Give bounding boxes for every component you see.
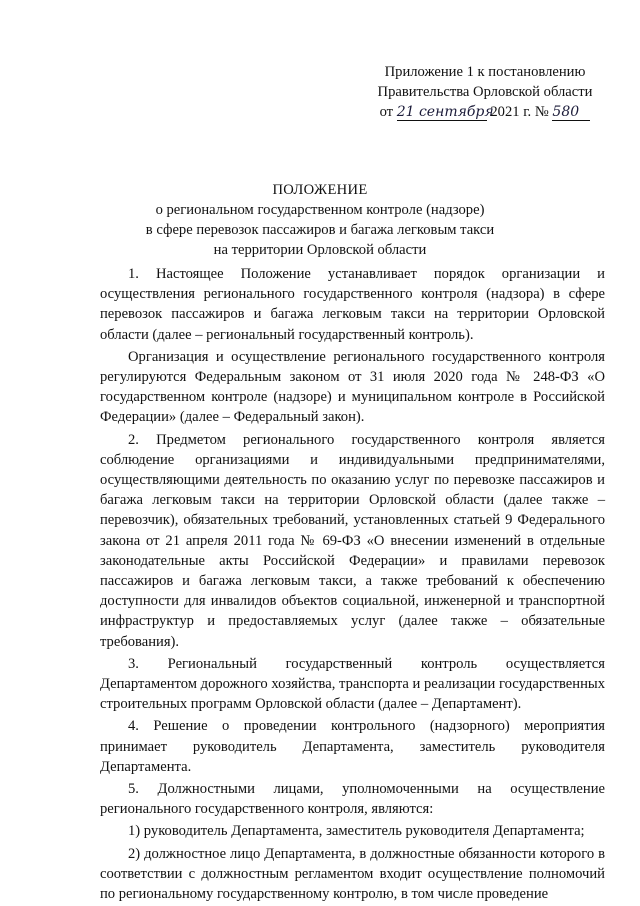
year-suffix: 2021 г. № xyxy=(490,104,549,120)
paragraph-5-item-2: 2) должностное лицо Департамента, в должностные обязанности которого в соответствии с должностным регламентом входит осуществление полномочий по региональному государственному контролю, в том числе проведение xyxy=(100,845,605,903)
paragraph-4: 4. Решение о проведении контрольного (надзорного) мероприятия принимает руководитель Департамента, заместитель руководителя Департамента. xyxy=(100,718,605,775)
handwritten-number: 580 xyxy=(552,104,590,121)
title-line-2: в сфере перевозок пассажиров и багажа легковым такси xyxy=(145,222,495,238)
title-line-1: о региональном государственном контроле (надзоре) xyxy=(155,202,485,218)
paragraph-2: 2. Предметом регионального государственного контроля является соблюдение организациями и индивидуальными предпринимателями, осуществляющими деятельность по оказанию услуг по перевозке пассажиров и багажа легковым такси на территории Орловской области (далее также – перевозчик), обязательных требований, установленных статьей 9 Федерального закона от 21 апреля 2011 года № 69-ФЗ «О внесении изменений в отдельные законодательные акты Российской Федерации» и правилами перевозок пассажиров и багажа легковым такси, а также требований к обеспечению доступности для инвалидов объектов социальной, инженерной и транспортной инфраструктур и предоставляемых услуг (далее также – обязательные требования). xyxy=(100,431,605,650)
title-line-3: на территории Орловской области xyxy=(213,242,427,258)
appendix-line-1: Приложение 1 к постановлению xyxy=(384,64,586,80)
handwritten-date: 21 сентября xyxy=(396,104,494,120)
paragraph-3: 3. Региональный государственный контроль осуществляется Департаментом дорожного хозяйства, транспорта и реализации государственных строительных программ Орловской области (далее – Департамент). xyxy=(100,655,605,713)
paragraph-1: 1. Настоящее Положение устанавливает порядок организации и осуществления регионального государственного контроля (надзора) в сфере перевозок пассажиров и багажа легковым такси на территории Орловской области (далее – региональный государственный контроль). xyxy=(100,266,605,343)
document-title xyxy=(130,180,510,260)
paragraph-5: 5. Должностными лицами, уполномоченными на осуществление регионального государственного контроля, являются: xyxy=(100,781,605,818)
appendix-header xyxy=(365,62,605,122)
from-prefix: от xyxy=(379,104,394,120)
appendix-line-2: Правительства Орловской области xyxy=(377,84,593,100)
title-main: ПОЛОЖЕНИЕ xyxy=(272,182,368,198)
document-body xyxy=(100,264,605,906)
paragraph-1-continued: Организация и осуществление регионального государственного контроля регулируются Федеральным законом от 31 июля 2020 года № 248-ФЗ «О государственном контроле (надзоре) и муниципальном контроле в Российской Федерации» (далее – Федеральный закон). xyxy=(100,348,605,426)
paragraph-5-item-1: 1) руководитель Департамента, заместитель руководителя Департамента; xyxy=(128,823,585,840)
appendix-line-3 xyxy=(365,102,605,122)
